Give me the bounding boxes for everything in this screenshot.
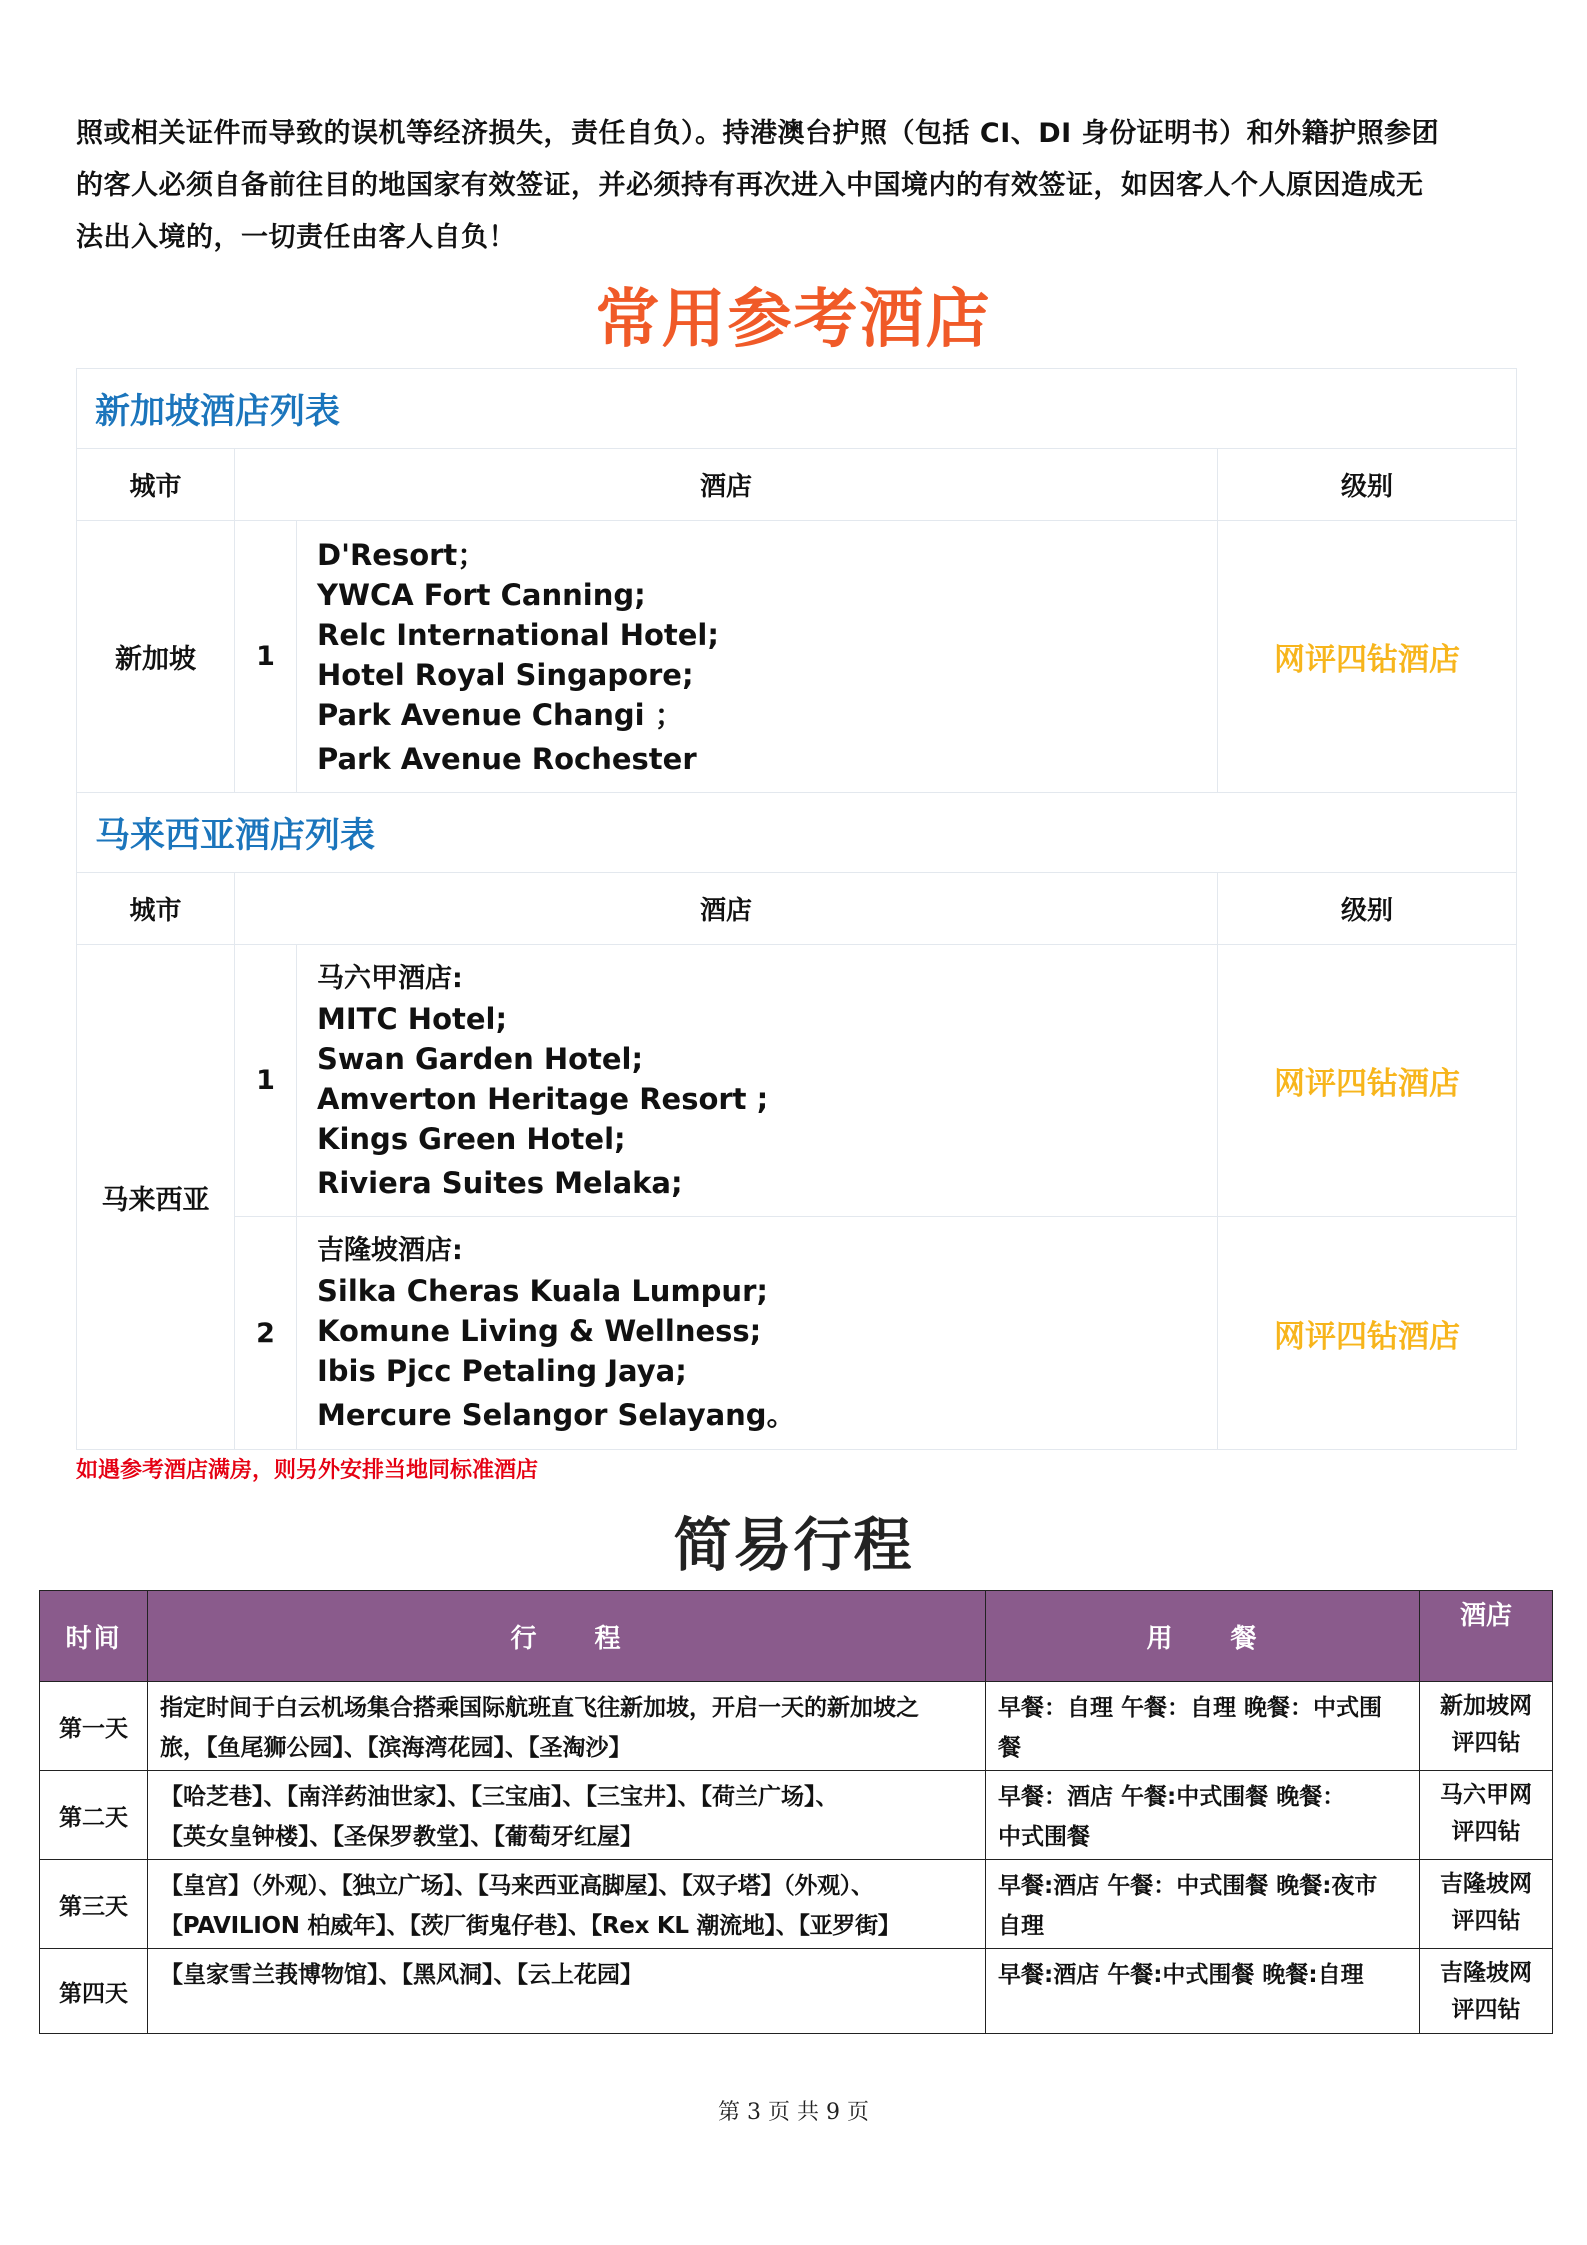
- hotel-line: 马六甲网: [1440, 1782, 1532, 1808]
- hotel-name: Hotel Royal Singapore;: [317, 657, 694, 692]
- route-cell: [148, 1949, 986, 2034]
- header-time: 时间: [40, 1591, 148, 1682]
- hotel-table: [76, 368, 1517, 1450]
- city-cell: 马来西亚: [77, 945, 235, 1450]
- header-city: 城市: [77, 449, 235, 521]
- singapore-section-title: 新加坡酒店列表: [77, 369, 1517, 449]
- route-cell: [148, 1860, 986, 1949]
- page-footer: 第 3 页 共 9 页: [718, 2100, 869, 2125]
- table-row: [40, 1771, 1553, 1860]
- hotel-list: [297, 521, 1218, 793]
- meals-line: 早餐:酒店 午餐：中式围餐 晚餐:夜市: [998, 1873, 1378, 1899]
- hotel-line: 评四钻: [1451, 1997, 1521, 2023]
- route-line: 【PAVILION 柏威年】、【茨厂街鬼仔巷】、【Rex KL 潮流地】、【亚罗街】: [160, 1913, 901, 1939]
- hotel-name: Silka Cheras Kuala Lumpur;: [317, 1274, 768, 1308]
- hotel-name: Kings Green Hotel;: [317, 1121, 626, 1156]
- hotel-name: Riviera Suites Melaka;: [317, 1165, 683, 1200]
- day-label: 第二天: [40, 1771, 148, 1860]
- hotel-line: 新加坡网: [1440, 1693, 1532, 1719]
- hotels-title: 常用参考酒店: [595, 283, 992, 357]
- grade-badge: 网评四钻酒店: [1218, 1217, 1517, 1450]
- hotel-name: Relc International Hotel;: [317, 617, 719, 652]
- row-number: 2: [235, 1217, 297, 1450]
- table-row: [40, 1949, 1553, 2034]
- day-label: 第四天: [40, 1949, 148, 2034]
- area-label: 吉隆坡酒店:: [317, 1235, 463, 1266]
- route-line: 【皇宫】（外观）、【独立广场】、【马来西亚高脚屋】、【双子塔】（外观）、: [160, 1873, 874, 1899]
- grade-badge: 网评四钻酒店: [1218, 521, 1517, 793]
- hotel-line: 评四钻: [1451, 1908, 1521, 1934]
- hotel-name: YWCA Fort Canning;: [317, 577, 646, 612]
- table-row: [77, 945, 1517, 1217]
- header-hotel: 酒店: [235, 873, 1218, 945]
- hotel-name: Amverton Heritage Resort ;: [317, 1081, 769, 1116]
- route-line: 【哈芝巷】、【南洋药油世家】、【三宝庙】、【三宝井】、【荷兰广场】、: [160, 1784, 839, 1810]
- header-grade: 级别: [1218, 449, 1517, 521]
- meals-cell: [986, 1949, 1420, 2034]
- intro-paragraph: [76, 108, 1516, 264]
- day-label: 第一天: [40, 1682, 148, 1771]
- header-hotel: 酒店: [235, 449, 1218, 521]
- row-number: 1: [235, 945, 297, 1217]
- day-label: 第三天: [40, 1860, 148, 1949]
- hotel-line: 吉隆坡网: [1440, 1871, 1532, 1897]
- header-city: 城市: [77, 873, 235, 945]
- route-line: 【皇家雪兰莪博物馆】、【黑风洞】、【云上花园】: [160, 1962, 643, 1988]
- itinerary-table: [39, 1590, 1553, 2034]
- hotel-name: Swan Garden Hotel;: [317, 1041, 644, 1076]
- header-meals: 用 餐: [986, 1591, 1420, 1682]
- meals-cell: [986, 1860, 1420, 1949]
- meals-line: 早餐：自理 午餐：自理 晚餐：中式围: [998, 1695, 1383, 1721]
- hotel-cell: [1420, 1949, 1553, 2034]
- header-hotel: 酒店: [1420, 1591, 1553, 1682]
- table-row: [40, 1860, 1553, 1949]
- meals-line: 中式围餐: [998, 1824, 1090, 1850]
- hotel-cell: [1420, 1771, 1553, 1860]
- intro-line: 法出入境的，一切责任由客人自负！: [76, 222, 516, 253]
- hotel-cell: [1420, 1682, 1553, 1771]
- meals-line: 早餐：酒店 午餐:中式围餐 晚餐：: [998, 1784, 1346, 1810]
- hotel-name: D'Resort；: [317, 537, 487, 572]
- meals-line: 自理: [998, 1913, 1044, 1939]
- route-line: 【英女皇钟楼】、【圣保罗教堂】、【葡萄牙红屋】: [160, 1824, 643, 1850]
- table-row: [40, 1682, 1553, 1771]
- row-number: 1: [235, 521, 297, 793]
- hotel-list: [297, 1217, 1218, 1450]
- hotel-line: 评四钻: [1451, 1730, 1521, 1756]
- meals-line: 餐: [998, 1735, 1021, 1761]
- itinerary-title: 简易行程: [673, 1511, 914, 1579]
- hotel-name: Park Avenue Rochester: [317, 741, 697, 776]
- hotel-cell: [1420, 1860, 1553, 1949]
- hotel-name: Mercure Selangor Selayang。: [317, 1398, 796, 1432]
- hotel-line: 吉隆坡网: [1440, 1960, 1532, 1986]
- route-line: 指定时间于白云机场集合搭乘国际航班直飞往新加坡，开启一天的新加坡之: [160, 1695, 919, 1721]
- area-label: 马六甲酒店:: [317, 962, 463, 994]
- route-line: 旅，【鱼尾狮公园】、【滨海湾花园】、【圣淘沙】: [160, 1735, 632, 1761]
- hotel-list: [297, 945, 1218, 1217]
- malaysia-section-title: 马来西亚酒店列表: [77, 793, 1517, 873]
- table-row: [77, 1217, 1517, 1450]
- header-grade: 级别: [1218, 873, 1517, 945]
- full-booking-note: 如遇参考酒店满房，则另外安排当地同标准酒店: [76, 1458, 539, 1483]
- meals-cell: [986, 1771, 1420, 1860]
- hotel-line: 评四钻: [1451, 1819, 1521, 1845]
- hotel-name: Ibis Pjcc Petaling Jaya;: [317, 1354, 687, 1388]
- hotel-name: Park Avenue Changi ；: [317, 697, 684, 732]
- intro-line: 的客人必须自备前往目的地国家有效签证，并必须持有再次进入中国境内的有效签证，如因客人个人原因造成无: [76, 170, 1424, 201]
- city-cell: 新加坡: [77, 521, 235, 793]
- hotel-name: Komune Living & Wellness;: [317, 1314, 762, 1348]
- table-row: [77, 521, 1517, 793]
- meals-line: 早餐:酒店 午餐:中式围餐 晚餐:自理: [998, 1962, 1364, 1988]
- grade-badge: 网评四钻酒店: [1218, 945, 1517, 1217]
- route-cell: [148, 1682, 986, 1771]
- meals-cell: [986, 1682, 1420, 1771]
- hotel-name: MITC Hotel;: [317, 1001, 508, 1036]
- header-route: 行 程: [148, 1591, 986, 1682]
- route-cell: [148, 1771, 986, 1860]
- intro-line: 照或相关证件而导致的误机等经济损失，责任自负）。持港澳台护照（包括 CI、DI 身份证明书）和外籍护照参团: [76, 118, 1440, 149]
